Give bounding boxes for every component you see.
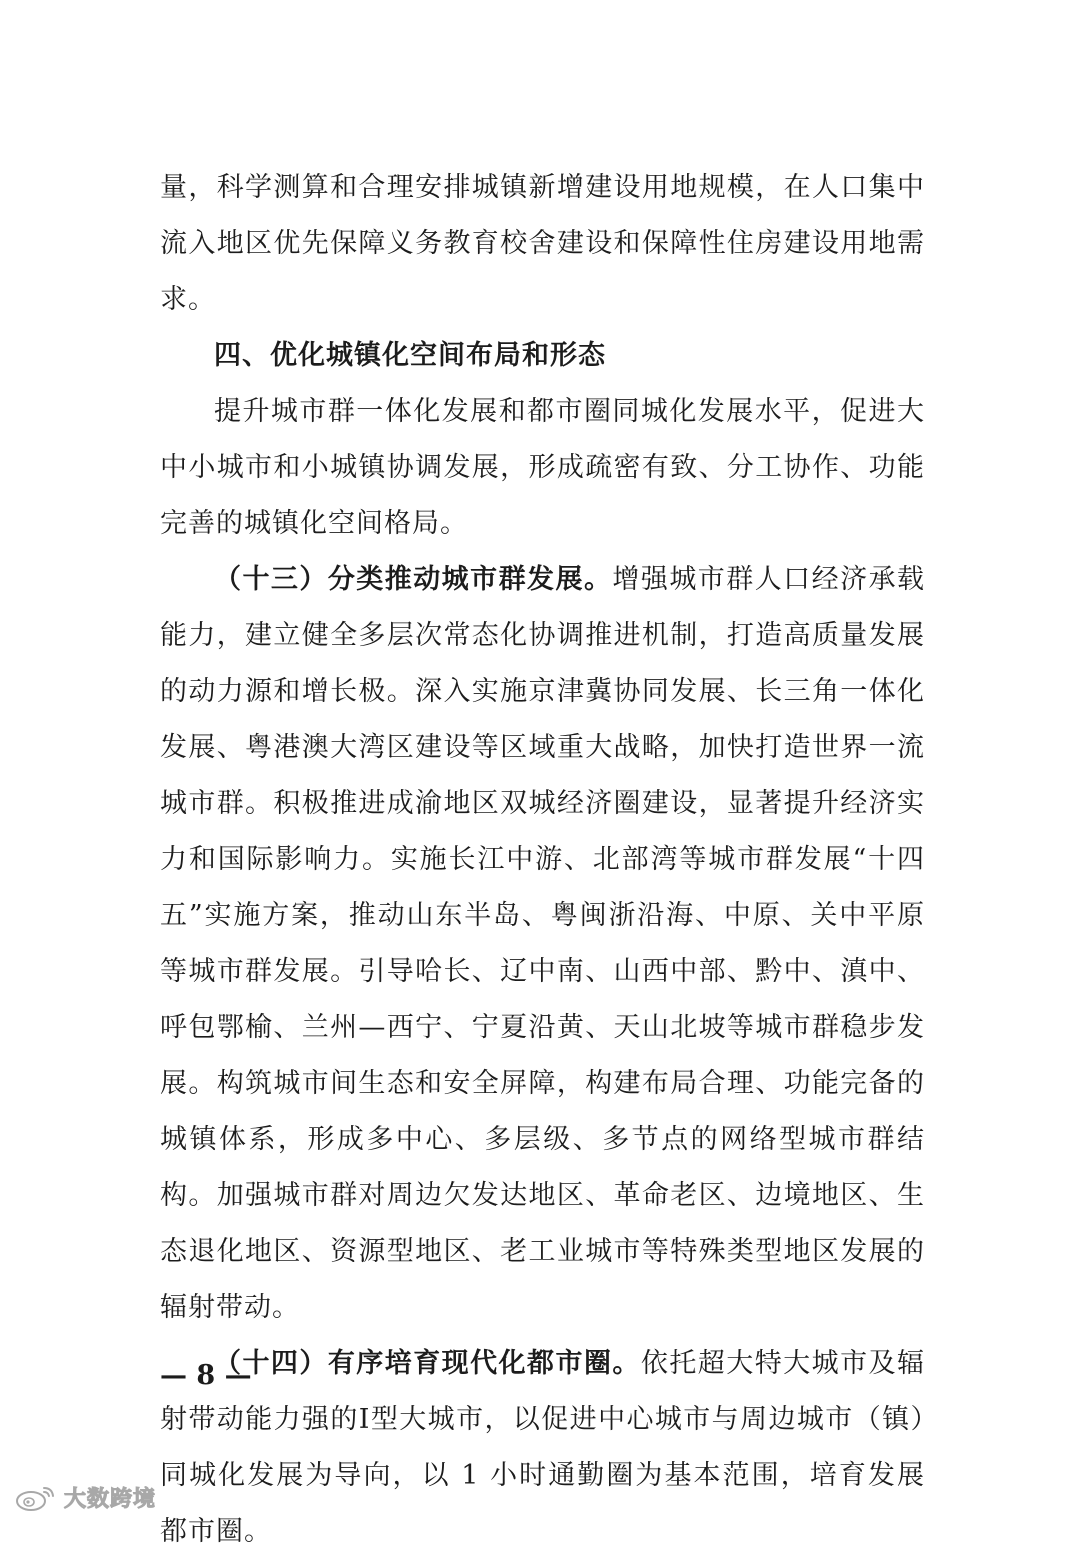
weibo-logo-icon bbox=[14, 1482, 58, 1512]
paragraph-text: 增强城市群人口经济承载能力，建立健全多层次常态化协调推进机制，打造高质量发展的动力源和增长极。深入实施京津冀协同发展、长三角一体化发展、粤港澳大湾区建设等区域重大战略，加快打造世界一流城市群。积极推进成渝地区双城经济圈建设，显著提升经济实力和国际影响力。实施长江中游、北部湾等城市群发展“十四五”实施方案，推动山东半岛、粤闽浙沿海、中原、关中平原等城市群发展。引导哈长、辽中南、山西中部、黔中、滇中、呼包鄂榆、兰州—西宁、宁夏沿黄、天山北坡等城市群稳步发展。构筑城市间生态和安全屏障，构建布局合理、功能完备的城镇体系，形成多中心、多层级、多节点的网络型城市群结构。加强城市群对周边欠发达地区、革命老区、边境地区、生态退化地区、资源型地区、老工业城市等特殊类型地区发展的辐射带动。 bbox=[160, 564, 926, 1323]
watermark-text: 大数跨境 bbox=[64, 1486, 157, 1512]
document-body bbox=[160, 160, 925, 1560]
paragraph-continued bbox=[160, 160, 925, 328]
paragraph-section-13 bbox=[160, 552, 925, 1336]
section-heading bbox=[160, 328, 925, 384]
paragraph-text: 依托超大特大城市及辐射带动能力强的Ⅰ型大城市，以促进中心城市与周边城市（镇）同城化发展为导向，以 1 小时通勤圈为基本范围，培育发展都市圈。 bbox=[160, 1348, 925, 1547]
paragraph-section-14 bbox=[160, 1336, 925, 1560]
watermark bbox=[14, 1480, 156, 1514]
subsection-title: （十四）有序培育现代化都市圈。 bbox=[214, 1348, 641, 1379]
paragraph-text: 提升城市群一体化发展和都市圈同城化发展水平，促进大中小城市和小城镇协调发展，形成疏密有致、分工协作、功能完善的城镇化空间格局。 bbox=[160, 396, 925, 539]
paragraph-intro bbox=[160, 384, 925, 552]
subsection-title: （十三）分类推动城市群发展。 bbox=[214, 564, 613, 595]
paragraph-text: 量，科学测算和合理安排城镇新增建设用地规模，在人口集中流入地区优先保障义务教育校舍建设和保障性住房建设用地需求。 bbox=[160, 172, 925, 315]
section-heading-text: 四、优化城镇化空间布局和形态 bbox=[214, 340, 606, 371]
page-number: — 8 — bbox=[160, 1360, 252, 1391]
